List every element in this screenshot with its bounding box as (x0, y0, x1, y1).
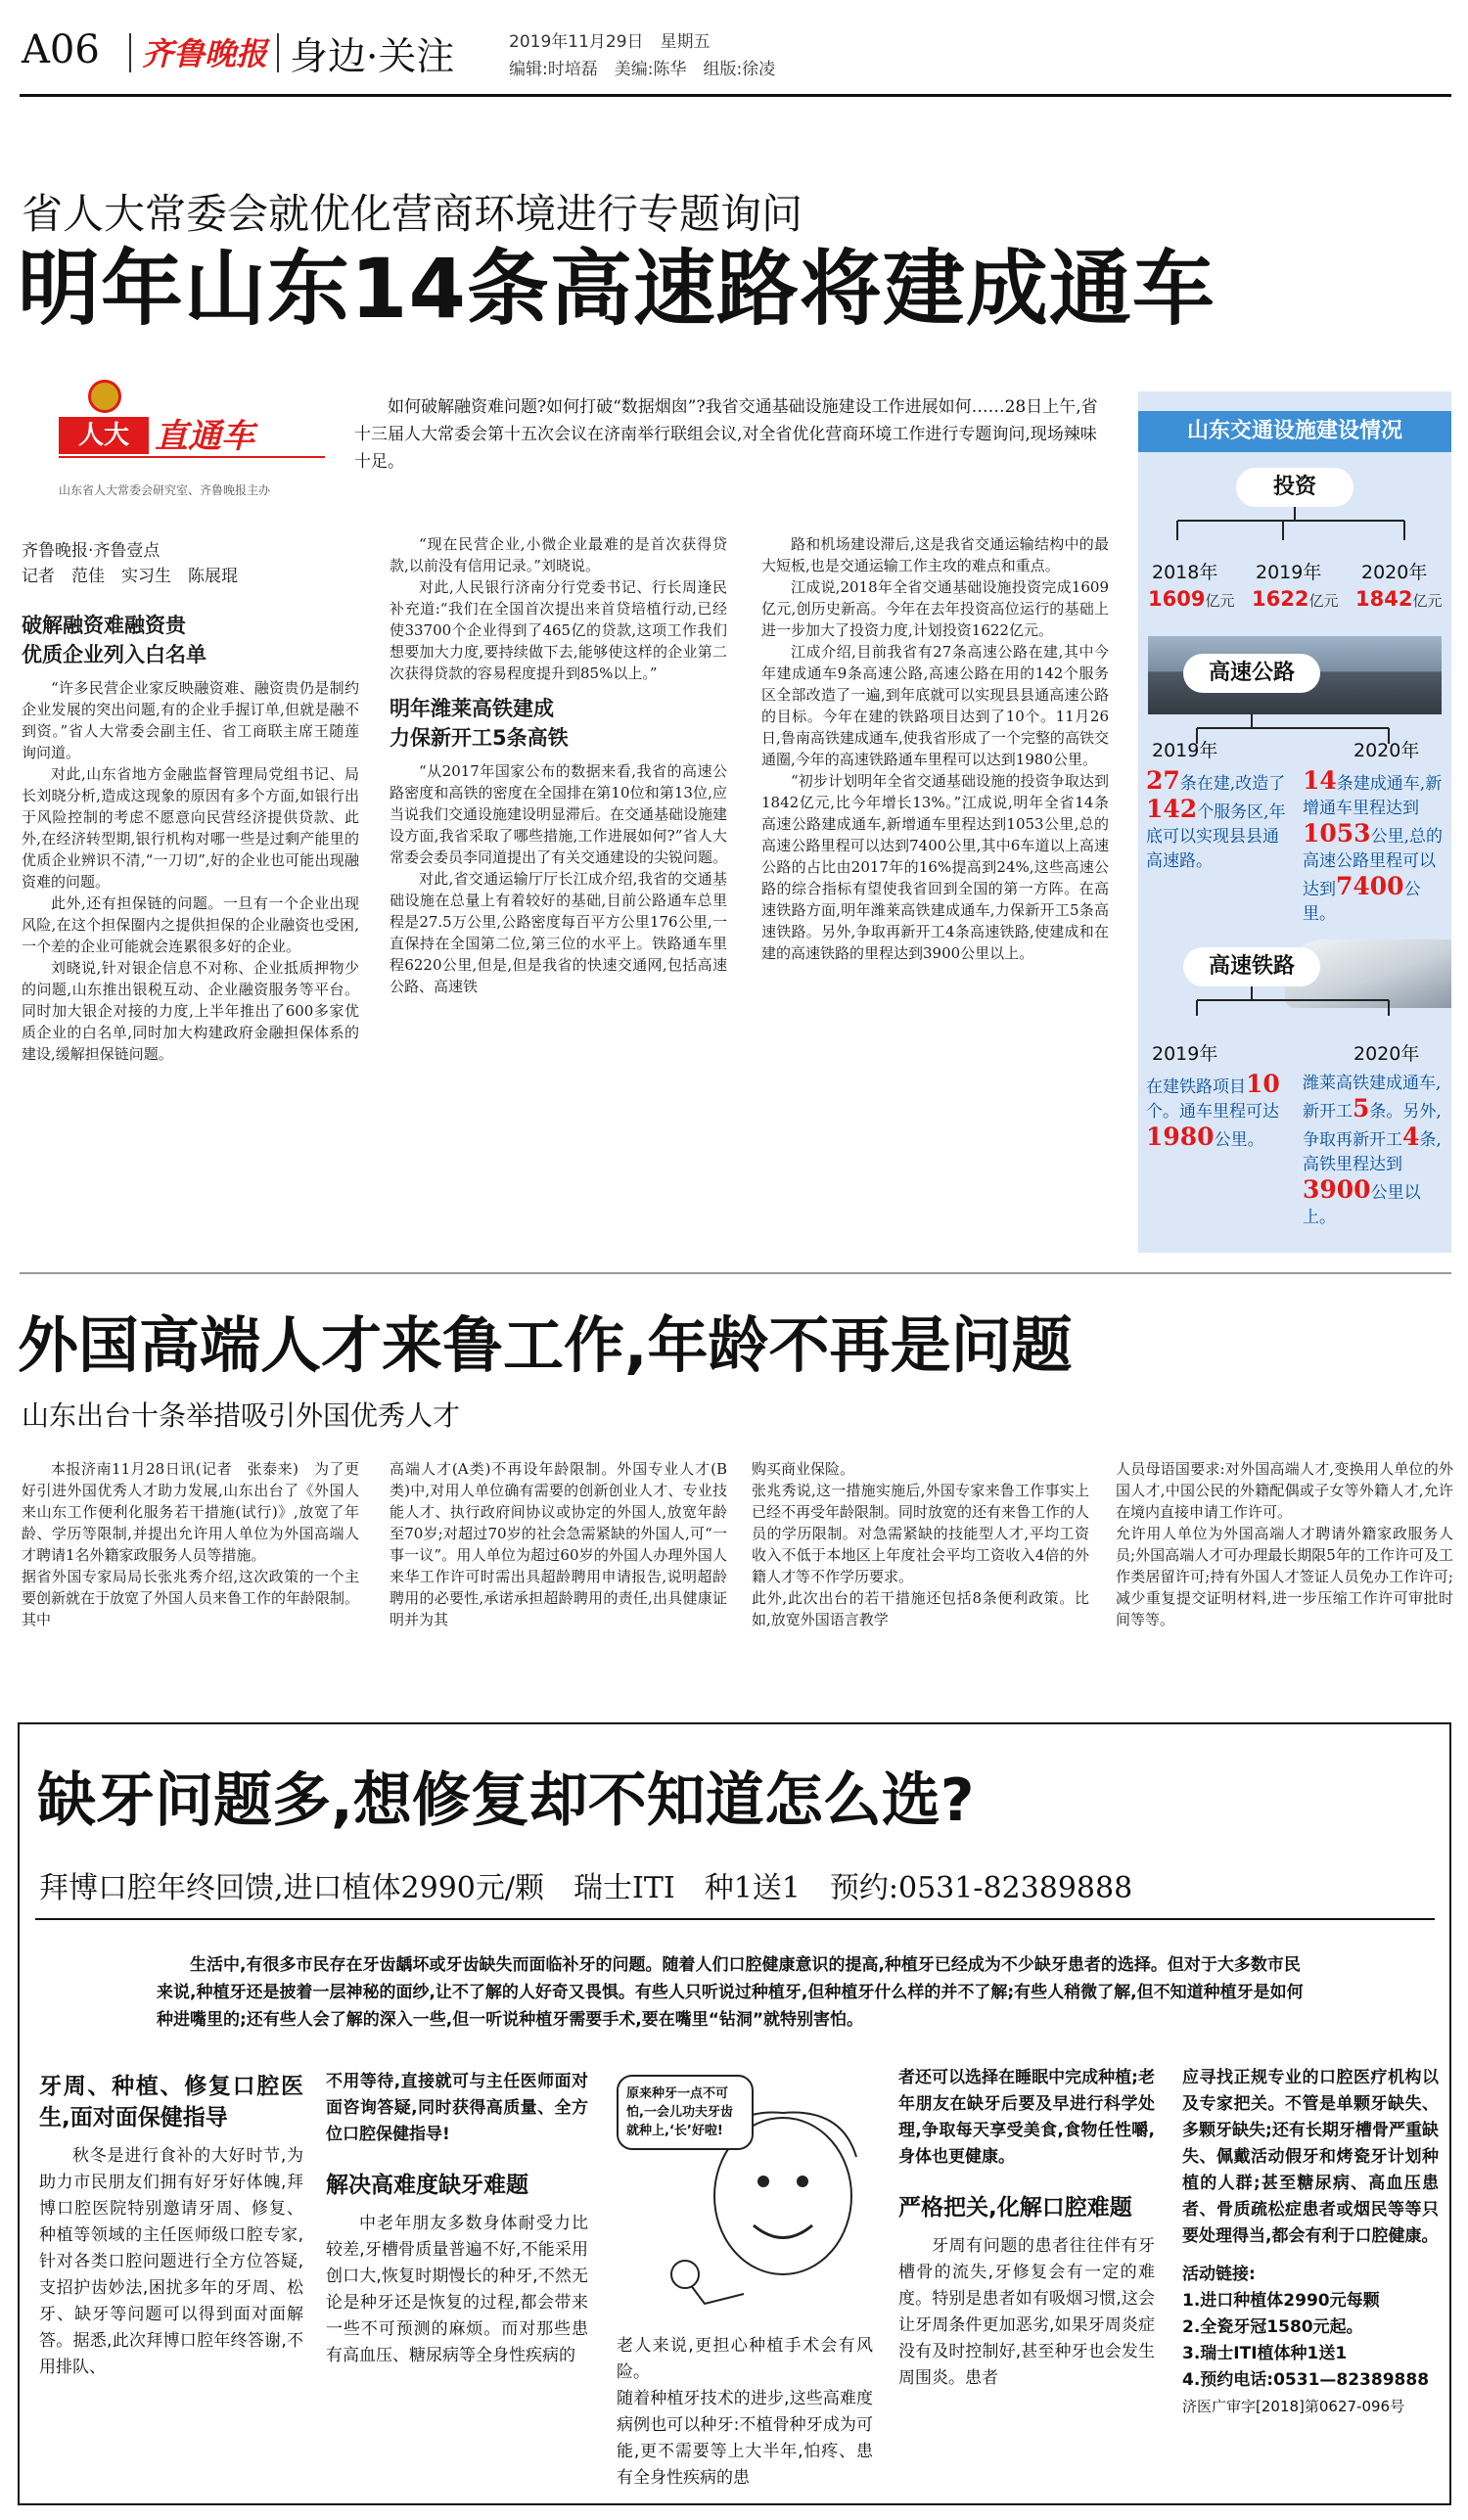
highway-year: 2020年 (1353, 740, 1420, 761)
newspaper-name: 齐鲁晚报 (142, 35, 268, 72)
article1-column-1 (22, 538, 359, 1065)
rail-year: 2020年 (1353, 1043, 1420, 1065)
paragraph: 对此,省交通运输厅厅长江成介绍,我省的交通基础设施在总量上有着较好的基础,目前公路通车总里程是27.5万公里,公路密度每百平方公里176公里,一直保持在全国第二位,第三位的水平上。铁路通车里程6220公里,但是,但是我省的快速交通网,包括高速公路、高速铁 (390, 870, 727, 995)
logo-top-text: 人大 (59, 417, 149, 454)
paragraph: 刘晓说,针对银企信息不对称、企业抵质押物少的问题,山东推出银税互动、企业融资服务等平台。同时加大银企对接的力度,上半年推出了600多家优质企业的白名单,同时加大构建政府金融担保体系的建设,缓解担保链问题。 (22, 959, 359, 1063)
article1-kicker: 省人大常委会就优化营商环境进行专题询问 (22, 190, 803, 238)
invest-value: 1842亿元 (1355, 587, 1443, 611)
invest-connector (1138, 507, 1451, 546)
ad-column-2 (326, 2069, 588, 2369)
dentist-cartoon (617, 2069, 871, 2323)
paragraph: “初步计划明年全省交通基础设施的投资争取达到1842亿元,比今年增长13%。”江成说,明年全省14条高速公路建成通车,新增通车里程达到1053公里,总的高速公路里程可以达到7400公里,其中6车道以上高速公路的占比由2017年的16%提高到24%,这些高速公路的综合指标有望使我省回到全国的第一方阵。在高速铁路方面,明年潍莱高铁建成通车,力保新开工5条高速铁路。另外,争取再新开工4条高速铁路,使建成和在建的高速铁路的里程达到3900公里以上。 (761, 772, 1109, 962)
paragraph: 对此,山东省地方金融监督管理局党组书记、局长刘晓分析,造成这现象的原因有多个方面,如银行出于风险控制的考虑不愿意向民营经济提供贷款、此外,在经济转型期,银行机构对哪一些是过剩产能里的优质企业辨识不清,“一刀切”,好的企业也可能出现融资难的问题。 (22, 765, 359, 891)
article2-headline: 外国高端人才来鲁工作,年龄不再是问题 (18, 1309, 1073, 1381)
highway-label: 高速公路 (1183, 654, 1320, 693)
rail-connector (1138, 986, 1451, 1026)
ad-offer: 拜博口腔年终回馈,进口植体2990元/颗 瑞士ITI 种1送1 预约:0531-82389888 (39, 1871, 1133, 1905)
infographic-panel (1138, 391, 1451, 1253)
column-subhead: 明年潍莱高铁建成 力保新开工5条高铁 (390, 697, 569, 750)
ad-column-heading: 严格把关,化解口腔难题 (898, 2195, 1132, 2221)
paragraph: “从2017年国家公布的数据来看,我省的高速公路密度和高铁的密度在全国排在第10位和第13位,应当说我们交通设施建设明显滞后。在交通基础设施建设方面,我省采取了哪些措施,工作进展如何?”省人大常委会委员李同道提出了有关交通建设的尖锐问题。 (390, 762, 728, 866)
byline-outlet: 齐鲁晚报·齐鲁壹点 (22, 541, 161, 561)
rail-label: 高速铁路 (1183, 947, 1320, 986)
article1-lead: 如何破解融资难问题?如何打破“数据烟囱”?我省交通基础设施建设工作进展如何……28日上午,省十三届人大常委会第十五次会议在济南举行联组会议,对全省优化营商环境工作进行专题询问,现场辣味十足。 (354, 397, 1098, 472)
ad-column-3: 老人来说,更担心种植手术会有风险。 随着种植牙技术的进步,这些高难度病例也可以种牙:不植骨种牙成为可能,更不需要等上大半年,怕疼、患有全身性疾病的患 (617, 2336, 873, 2488)
column-subhead: 破解融资难融资贵 优质企业列入白名单 (22, 614, 206, 666)
highway-year: 2019年 (1152, 740, 1218, 761)
ad-column-5 (1182, 2065, 1439, 2420)
article2-column-1: 本报济南11月28日讯(记者 张泰来) 为了更好引进外国优秀人才助力发展,山东出台了《外国人来山东工作便利化服务若干措施(试行)》,放宽了年龄、学历等限制,并提出允许用人单位为外国高端人才聘请1名外籍家政服务人员等措施。 据省外国专家局局长张兆秀介绍,这次政策的一个主要创新就在于放宽了外国人员来鲁工作的年龄限制。其中 (22, 1460, 360, 1628)
article1-column-3 (761, 533, 1109, 964)
paragraph: 牙周有问题的患者往往伴有牙槽骨的流失,牙修复会有一定的难度。特别是患者如有吸烟习惯,这会让牙周条件更加恶劣,如果牙周炎症没有及时控制好,甚至种牙也会发生周围炎。患者 (898, 2236, 1155, 2388)
paragraph: 江成介绍,目前我省有27条高速公路在建,其中今年建成通车9条高速公路,高速公路在用的142个服务区全部改造了一遍,到年底就可以实现县县通高速公路的目标。今年在建的铁路项目达到了10个。11月26日,鲁南高铁建成通车,使我省形成了一个完整的高铁交通圈,今年的高速铁路通车里程可以达到1980公里。 (761, 643, 1109, 768)
paragraph: 江成说,2018年全省交通基础设施投资完成1609亿元,创历史新高。今年在去年投资高位运行的基础上进一步加大了投资力度,计划投资1622亿元。 (761, 578, 1109, 639)
byline-reporters: 记者 范佳 实习生 陈展琨 (22, 567, 238, 586)
article1-column-2 (390, 533, 727, 997)
ad-intro: 生活中,有很多市民存在牙齿龋坏或牙齿缺失而面临补牙的问题。随着人们口腔健康意识的提高,种植牙已经成为不少缺牙患者的选择。但对于大多数市民来说,种植牙还是披着一层神秘的面纱,让不了解的人好奇又畏惧。有些人只听说过种植牙,但种植牙什么样的并不了解;有些人稍微了解,但不知道种植牙是如何种进嘴里的;还有些人会了解的深入一些,但一听说种植牙需要手术,要在嘴里“钻洞”就特别害怕。 (157, 1955, 1304, 2030)
article2-subhead: 山东出台十条举措吸引外国优秀人才 (22, 1399, 461, 1432)
invest-year: 2018年 (1152, 562, 1218, 583)
renda-logo (59, 380, 325, 468)
highway-2019-text: 27条在建,改造了142个服务区,年底可以实现县县通高速路。 (1146, 766, 1286, 871)
paragraph: 不用等待,直接就可与主任医师面对面咨询答疑,同时获得高质量、全方位口腔保健指导! (326, 2072, 588, 2144)
section-rule (20, 1272, 1451, 1274)
cartoon-speech-bubble: 原来种牙一点不可怕,一会儿功夫牙齿就种上,‘长’好啦! (617, 2075, 754, 2150)
paragraph: 路和机场建设滞后,这是我省交通运输结构中的最大短板,也是交通运输工作主攻的难点和重点。 (761, 535, 1109, 574)
ad-link-item: 3.瑞士ITI植体种1送1 (1182, 2344, 1348, 2363)
invest-year: 2020年 (1361, 562, 1428, 583)
page-number: A06 (22, 27, 100, 72)
paragraph: 对此,人民银行济南分行党委书记、行长周逢民补充道:“我们在全国首次提出来首贷培植行动,已经使33700个企业得到了465亿的贷款,这项工作我们想要加大力度,要持续做下去,能够使这样的企业第二次获得贷款的容易程度提升到85%以上。” (390, 578, 727, 682)
ad-link-item: 1.进口种植体2990元每颗 (1182, 2291, 1380, 2311)
paragraph: “许多民营企业家反映融资难、融资贵仍是制约企业发展的突出问题,有的企业手握订单,但就是融不到资。”省人大常委会副主任、省工商联主席王随莲询问道。 (22, 679, 359, 761)
ad-link-item: 2.全瓷牙冠1580元起。 (1182, 2317, 1363, 2337)
masthead-divider (277, 33, 279, 72)
logo-underline (59, 456, 325, 458)
invest-year: 2019年 (1256, 562, 1322, 583)
ad-license: 济医广审字[2018]第0627-096号 (1182, 2398, 1405, 2415)
paragraph: “现在民营企业,小微企业最难的是首次获得贷款,以前没有信用记录。”刘晓说。 (390, 535, 727, 574)
logo-sub-text: 直通车 (155, 417, 254, 456)
highway-2020-text: 14条建成通车,新增通车里程达到1053公里,总的高速公路里程可以达到7400公里。 (1303, 766, 1443, 924)
invest-value: 1609亿元 (1148, 587, 1235, 611)
article2-column-3: 购买商业保险。 张兆秀说,这一措施实施后,外国专家来鲁工作事实上已经不再受年龄限制。同时放宽的还有来鲁工作的人员的学历限制。对急需紧缺的技能型人才,平均工资收入不低于本地区上年度社会平均工资收入4倍的外籍人才等不作学历要求。 此外,此次出台的若干措施还包括8条便利政策。比如,放宽外国语言教学 (752, 1460, 1090, 1628)
ad-links-heading: 活动链接: (1182, 2265, 1256, 2284)
ad-headline: 缺牙问题多,想修复却不知道怎么选? (37, 1766, 975, 1835)
paragraph: 中老年朋友多数身体耐受力比较差,牙槽骨质量普遍不好,不能采用创口大,恢复时期慢长的种牙,不然无论是种牙还是恢复的过程,都会带来一些不可预测的麻烦。而对那些患有高血压、糖尿病等全身性疾病的 (326, 2214, 588, 2365)
editor-credits: 编辑:时培磊 美编:陈华 组版:徐凌 (509, 60, 776, 79)
rail-2020-text: 潍莱高铁建成通车,新开工5条。另外,争取再新开工4条,高铁里程达到3900公里以上。 (1303, 1074, 1442, 1227)
invest-value: 1622亿元 (1252, 587, 1339, 611)
advertisement-box (18, 1722, 1451, 2505)
emblem-icon (88, 380, 121, 413)
masthead-divider (129, 33, 131, 72)
ad-offer-rule (35, 1918, 1435, 1920)
invest-label: 投资 (1236, 468, 1353, 507)
paragraph: 应寻找正规专业的口腔医疗机构以及专家把关。不管是单颗牙缺失、多颗牙缺失;还有长期牙槽骨严重缺失、佩戴活动假牙和烤瓷牙计划种植的人群;甚至糖尿病、高血压患者、骨质疏松症患者或烟民等等只要处理得当,都会有利于口腔健康。 (1182, 2068, 1439, 2246)
ad-link-item: 4.预约电话:0531—82389888 (1182, 2370, 1430, 2390)
paragraph: 秋冬是进行食补的大好时节,为助力市民朋友们拥有好牙好体魄,拜博口腔医院特别邀请牙周、修复、种植等领域的主任医师级口腔专家,针对各类口腔问题进行全方位答疑,支招护齿妙法,困扰多年的牙周、松牙、缺牙等问题可以得到面对面解答。据悉,此次拜博口腔年终答谢,不用排队、 (39, 2146, 303, 2377)
article1-headline: 明年山东14条高速路将建成通车 (18, 241, 1216, 337)
masthead-rule (20, 94, 1451, 97)
issue-date: 2019年11月29日 星期五 (509, 32, 711, 52)
article2-column-4: 人员母语国要求:对外国高端人才,变换用人单位的外国人才,中国公民的外籍配偶或子女等外籍人才,允许在境内直接申请工作许可。 允许用人单位为外国高端人才聘请外籍家政服务人员;外国高端人才可办理最长期限5年的工作许可及工作类居留许可;持有外国人才签证人员免办工作许可;减少重复提交证明材料,进一步压缩工作许可审批时间等等。 (1116, 1460, 1453, 1628)
ad-column-heading: 牙周、种植、修复口腔医生,面对面保健指导 (39, 2074, 303, 2131)
paragraph: 者还可以选择在睡眠中完成种植;老年朋友在缺牙后要及早进行科学处理,争取每天享受美食,食物任性嚼,身体也更健康。 (898, 2068, 1155, 2167)
logo-caption: 山东省人大常委会研究室、齐鲁晚报主办 (59, 483, 271, 497)
rail-year: 2019年 (1152, 1043, 1218, 1065)
rail-2019-text: 在建铁路项目10个。通车里程可达1980公里。 (1146, 1070, 1280, 1151)
article2-column-2: 高端人才(A类)不再设年龄限制。外国专业人才(B类)中,对用人单位确有需要的创新创业人才、专业技能人才、执行政府间协议或协定的外国人,放宽年龄至70岁;对超过70岁的社会急需紧缺的外国人,可“一事一议”。用人单位为超过60岁的外国人办理外国人来华工作许可时需出具超龄聘用申请报告,说明超龄聘用的必要性,承诺承担超龄聘用的责任,出具健康证明并为其 (390, 1460, 727, 1628)
ad-column-1 (39, 2065, 303, 2381)
ad-column-heading: 解决高难度缺牙难题 (326, 2173, 528, 2198)
infographic-title: 山东交通设施建设情况 (1138, 411, 1451, 452)
ad-column-4 (898, 2065, 1155, 2392)
section-name: 身边·关注 (290, 35, 455, 79)
paragraph: 此外,还有担保链的问题。一旦有一个企业出现风险,在这个担保圈内之提供担保的企业融资也受困,一个差的企业可能就会连累很多好的企业。 (22, 894, 359, 955)
